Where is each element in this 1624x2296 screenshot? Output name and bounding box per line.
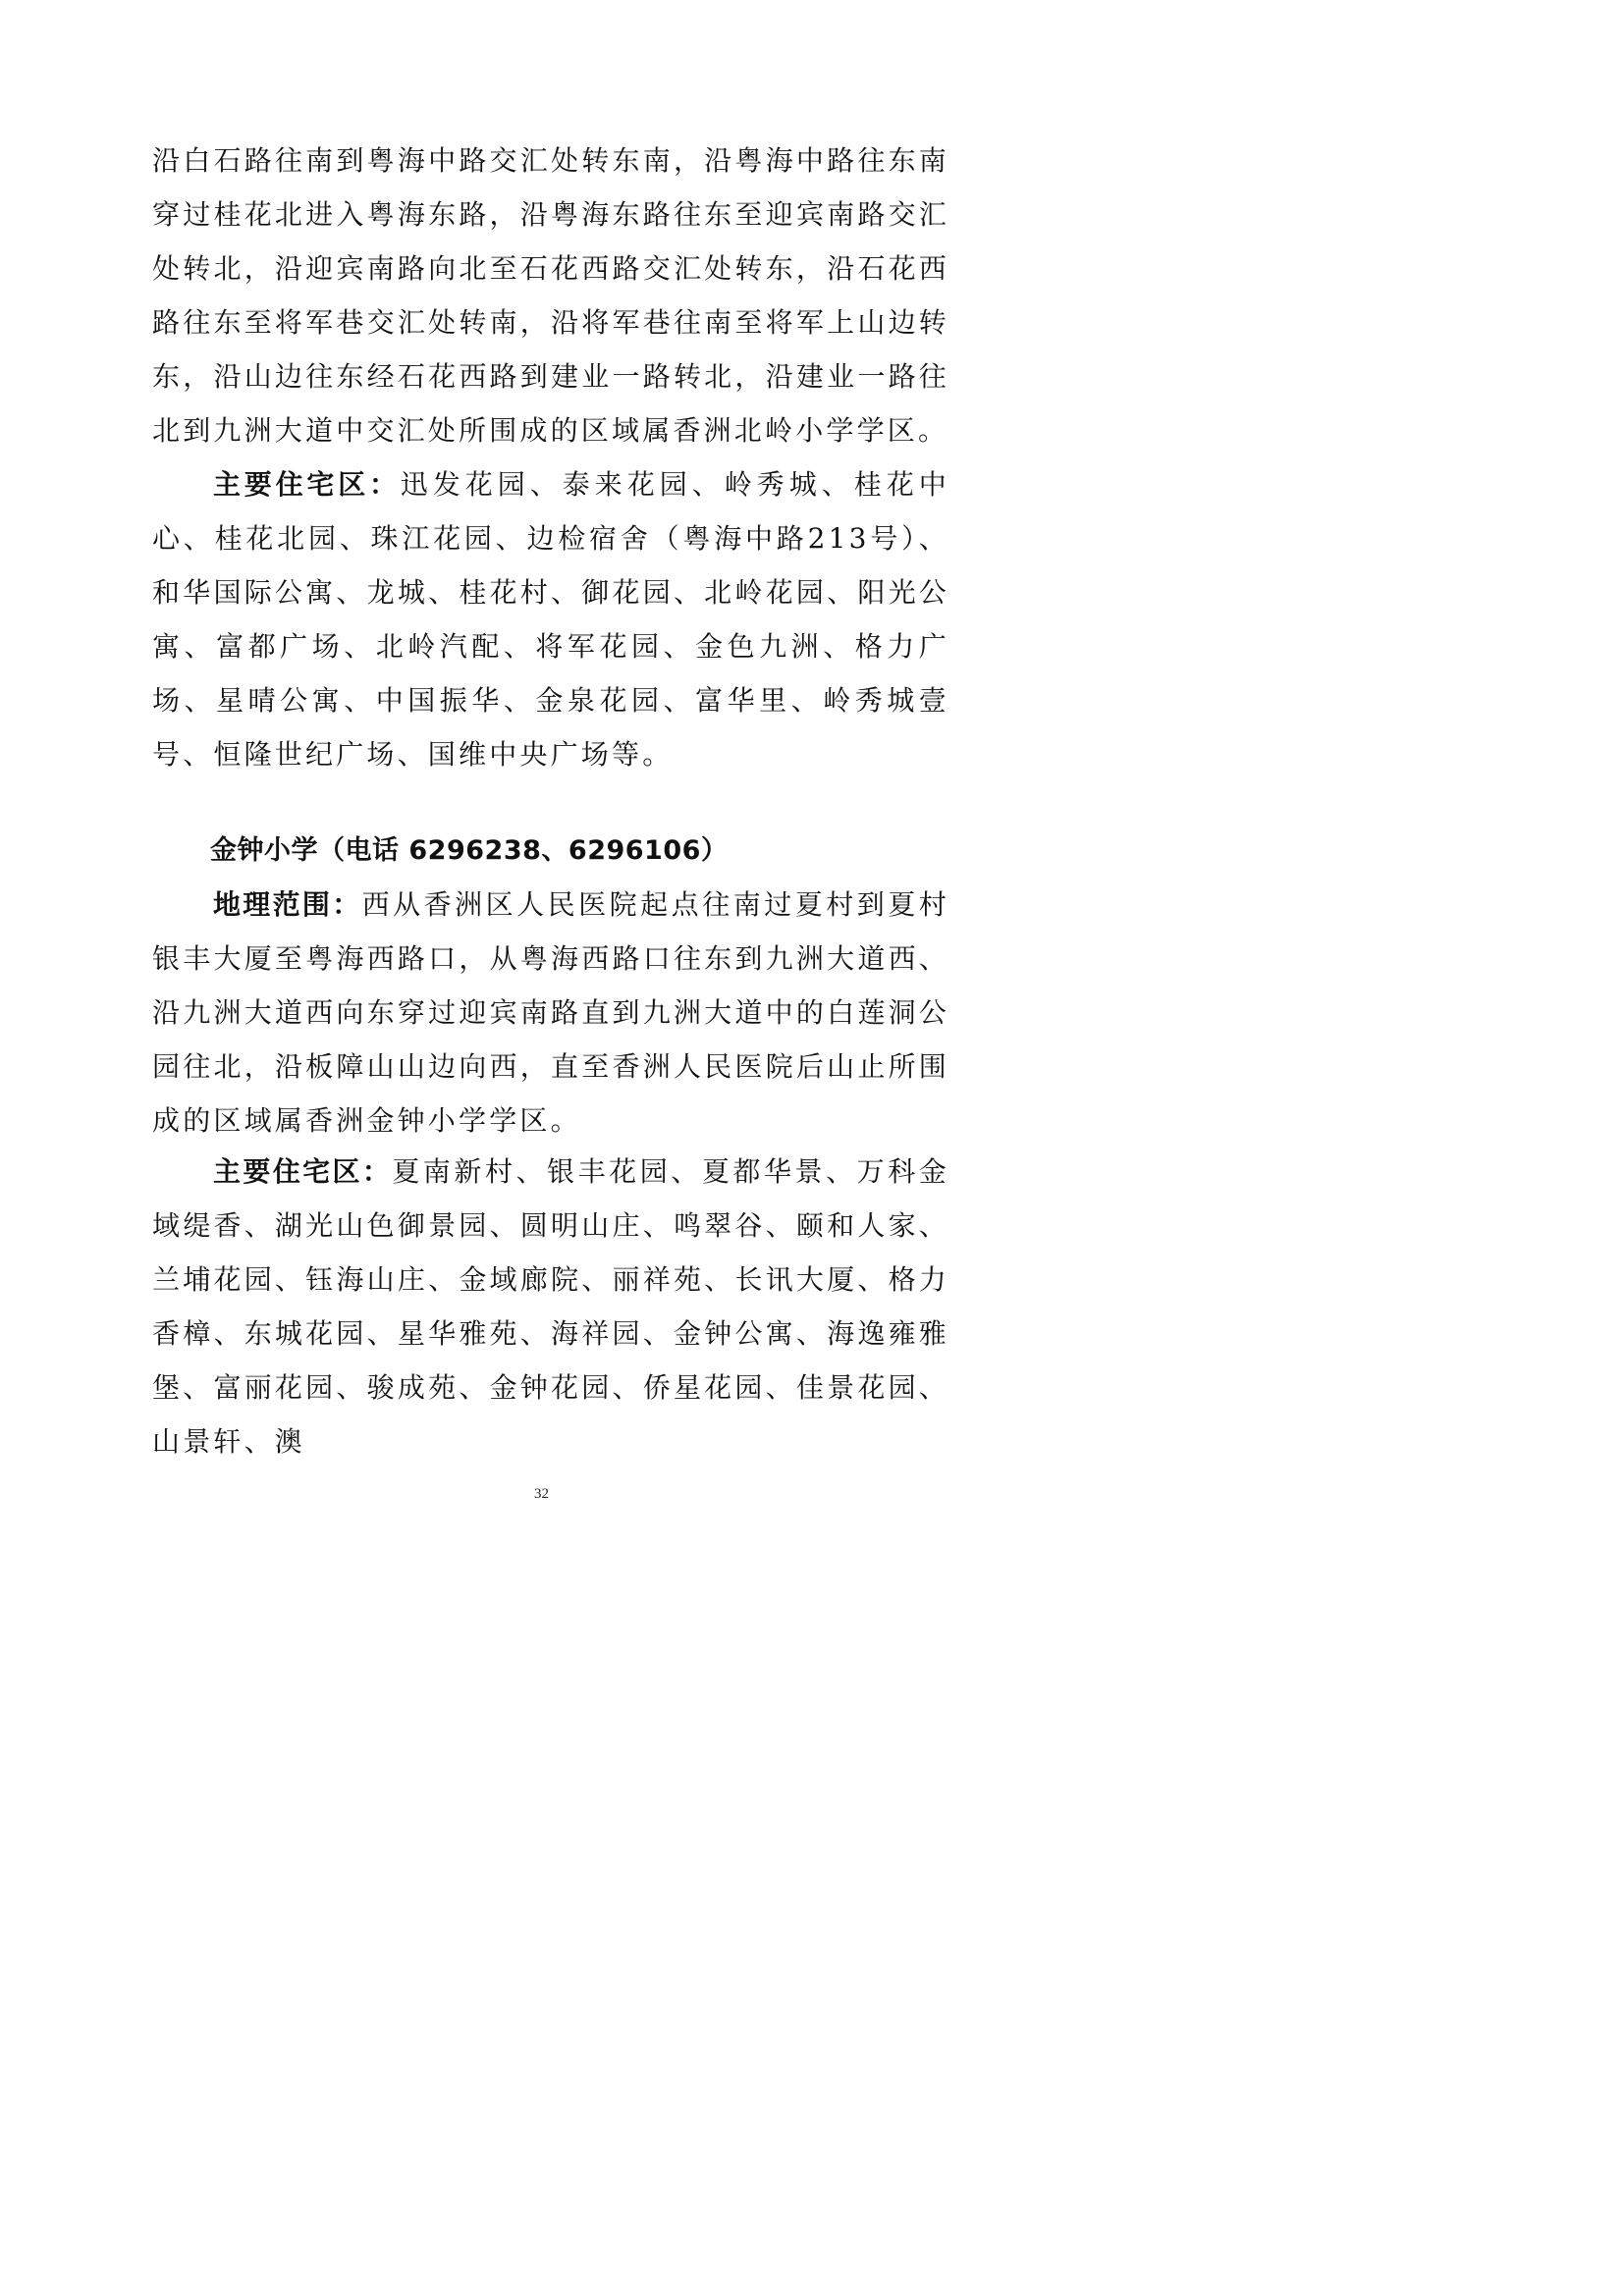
north-ridge-boundary-text: 沿白石路往南到粤海中路交汇处转东南，沿粤海中路往东南穿过桂花北进入粤海东路，沿粤海东路往东至迎宾南路交汇处转北，沿迎宾南路向北至石花西路交汇处转东，沿石花西路往东至将军巷交汇处转南，沿将军巷往南至将军上山边转东，沿山边往东经石花西路到建业一路转北，沿建业一路往北到九洲大道中交汇处所围成的区域属香洲北岭小学学区。 bbox=[152, 144, 949, 447]
residential-label: 主要住宅区： bbox=[213, 1155, 393, 1188]
geo-range-label: 地理范围： bbox=[213, 888, 362, 921]
jinzhong-residential-text: 夏南新村、银丰花园、夏都华景、万科金域缇香、湖光山色御景园、圆明山庄、鸣翠谷、颐和人家、兰埔花园、钰海山庄、金域廊院、丽祥苑、长讯大厦、格力香樟、东城花园、星华雅苑、海祥园、金钟公寓、海逸雍雅堡、富丽花园、骏成苑、金钟花园、侨星花园、佳景花园、山景轩、澳 bbox=[152, 1155, 949, 1458]
residential-label: 主要住宅区： bbox=[213, 468, 401, 501]
jinzhong-school-heading: 金钟小学（电话 6296238、6296106） bbox=[210, 835, 729, 866]
jinzhong-residential-paragraph bbox=[152, 1145, 949, 1468]
north-ridge-residential-paragraph bbox=[152, 457, 949, 781]
document-page bbox=[0, 0, 1083, 1530]
jinzhong-geo-text: 西从香洲区人民医院起点往南过夏村到夏村银丰大厦至粤海西路口，从粤海西路口往东到九洲大道西、沿九洲大道西向东穿过迎宾南路直到九洲大道中的白莲洞公园往北，沿板障山山边向西，直至香洲人民医院后山止所围成的区域属香洲金钟小学学区。 bbox=[152, 888, 949, 1137]
north-ridge-residential-text: 迅发花园、泰来花园、岭秀城、桂花中心、桂花北园、珠江花园、边检宿舍（粤海中路213号）、和华国际公寓、龙城、桂花村、御花园、北岭花园、阳光公寓、富都广场、北岭汽配、将军花园、金色九洲、格力广场、星晴公寓、中国振华、金泉花园、富华里、岭秀城壹号、恒隆世纪广场、国维中央广场等。 bbox=[152, 468, 949, 771]
north-ridge-boundary-paragraph bbox=[152, 133, 949, 457]
jinzhong-geo-paragraph bbox=[152, 878, 949, 1148]
page-number: 32 bbox=[534, 1486, 549, 1502]
